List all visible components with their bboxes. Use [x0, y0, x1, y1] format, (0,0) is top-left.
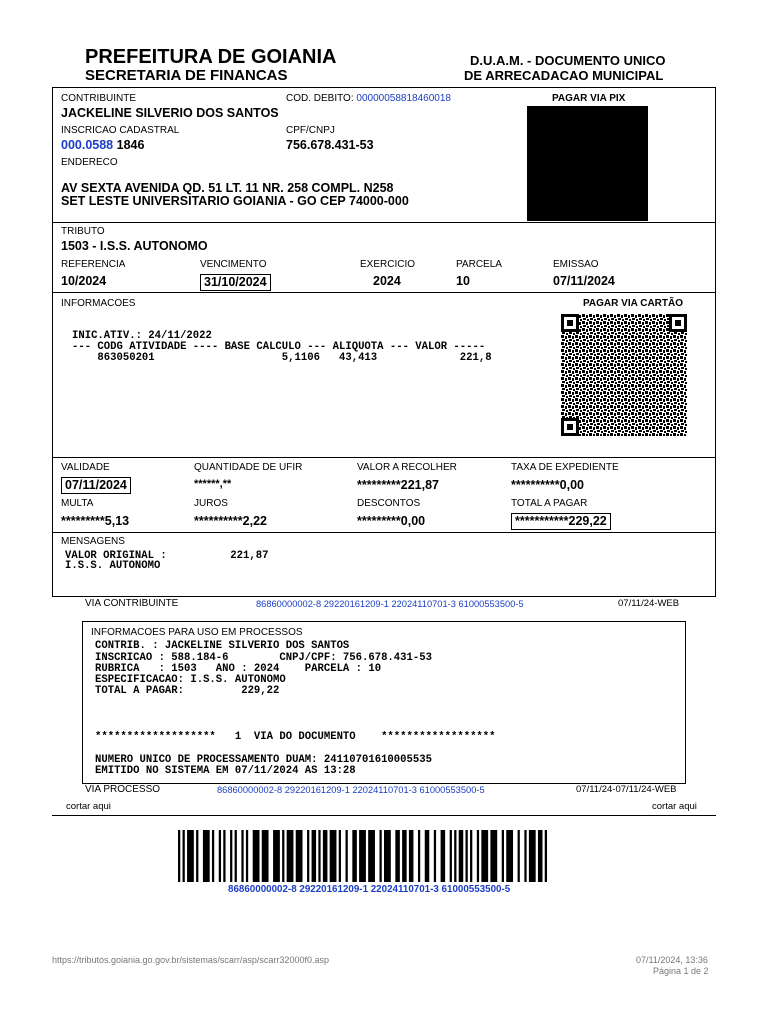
via-contribuinte-date: 07/11/24-WEB	[618, 598, 680, 609]
barcode-bar	[434, 830, 436, 882]
parcela-label: PARCELA	[456, 259, 502, 270]
barcode-bar	[384, 830, 391, 882]
cod-debito-caption: COD. DEBITO:	[286, 93, 354, 104]
barcode-bar	[330, 830, 337, 882]
total-label: TOTAL A PAGAR	[511, 498, 588, 509]
org-subtitle: SECRETARIA DE FINANCAS	[85, 67, 288, 84]
divider-tributo	[52, 222, 716, 223]
emissao-label: EMISSAO	[553, 259, 599, 270]
processo-emitido-line: EMITIDO NO SISTEMA EM 07/11/2024 AS 13:28	[95, 765, 356, 777]
barcode-bar	[287, 830, 294, 882]
barcode-bar	[282, 830, 284, 882]
cut-line	[52, 815, 716, 816]
footer-datetime: 07/11/2024, 13:36	[636, 955, 708, 965]
endereco-label: ENDERECO	[61, 157, 118, 168]
barcode-bar	[418, 830, 420, 882]
barcode-bar	[318, 830, 320, 882]
barcode-text: 86860000002-8 29220161209-1 22024110701-3 61000553500-5	[228, 884, 511, 895]
info-line-2: --- CODG ATIVIDADE ---- BASE CALCULO --- ALIQUOTA --- VALOR -----	[72, 341, 486, 353]
expediente-value: **********0,00	[511, 478, 584, 492]
barcode-bar	[352, 830, 357, 882]
via-processo-code: 86860000002-8 29220161209-1 22024110701-3 61000553500-5	[217, 785, 485, 795]
processo-line-3: RUBRICA : 1503 ANO : 2024 PARCELA : 10	[95, 663, 382, 675]
barcode-bar	[368, 830, 375, 882]
divider-informacoes	[52, 292, 716, 293]
endereco-line2: SET LESTE UNIVERSITARIO GOIANIA - GO CEP 74000-000	[61, 194, 409, 208]
barcode-bar	[196, 830, 198, 882]
multa-value: *********5,13	[61, 514, 130, 528]
processo-via-line: ******************* 1 VIA DO DOCUMENTO ******************	[95, 731, 496, 743]
processo-line-2: INSCRICAO : 588.184-6 CNPJ/CPF: 756.678.431-53	[95, 652, 432, 664]
pix-qr-code[interactable]	[527, 106, 648, 221]
endereco-line1: AV SEXTA AVENIDA QD. 51 LT. 11 NR. 258 COMPL. N258	[61, 181, 394, 195]
validade-label: VALIDADE	[61, 462, 110, 473]
multa-label: MULTA	[61, 498, 94, 509]
barcode-bar	[502, 830, 504, 882]
barcode-bar	[481, 830, 488, 882]
via-contribuinte-code: 86860000002-8 29220161209-1 22024110701-3 61000553500-5	[256, 599, 524, 609]
pix-label: PAGAR VIA PIX	[552, 93, 626, 104]
barcode-bar	[203, 830, 210, 882]
mensagem-line-1: VALOR ORIGINAL : 221,87	[65, 550, 269, 562]
expediente-label: TAXA DE EXPEDIENTE	[511, 462, 619, 473]
barcode-bar	[241, 830, 243, 882]
tributo-value: 1503 - I.S.S. AUTONOMO	[61, 239, 208, 253]
referencia-value: 10/2024	[61, 274, 107, 288]
barcode-bar	[459, 830, 464, 882]
doc-title-line1: D.U.A.M. - DOCUMENTO UNICO	[470, 53, 666, 68]
barcode-bar	[273, 830, 280, 882]
footer-url: https://tributos.goiania.go.gov.br/sistemas/scarr/asp/scarr32000f0.asp	[52, 955, 329, 965]
barcode-bar	[253, 830, 260, 882]
barcode-bar	[454, 830, 456, 882]
validade-value: 07/11/2024	[61, 477, 131, 494]
emissao-value: 07/11/2024	[553, 274, 615, 288]
barcode-bar	[470, 830, 472, 882]
processo-label: INFORMACOES PARA USO EM PROCESSOS	[91, 627, 303, 638]
cpf-label: CPF/CNPJ	[286, 125, 335, 136]
vencimento-value: 31/10/2024	[200, 274, 271, 291]
barcode-bar	[441, 830, 446, 882]
barcode-bar	[529, 830, 536, 882]
via-processo-date: 07/11/24-07/11/24-WEB	[576, 784, 677, 795]
total-value: ***********229,22	[511, 513, 611, 530]
mensagem-line-2: I.S.S. AUTONOMO	[65, 560, 161, 572]
cartao-qr-code[interactable]	[561, 314, 687, 436]
barcode-bar	[425, 830, 430, 882]
processo-line-4: ESPECIFICACAO: I.S.S. AUTONOMO	[95, 674, 286, 686]
barcode-bar	[379, 830, 381, 882]
barcode-bar	[339, 830, 341, 882]
barcode-bar	[323, 830, 328, 882]
barcode-bar	[518, 830, 520, 882]
parcela-value: 10	[456, 274, 470, 288]
mensagens-label: MENSAGENS	[61, 536, 125, 547]
barcode-bar	[506, 830, 513, 882]
juros-value: **********2,22	[194, 514, 267, 528]
barcode-bar	[246, 830, 248, 882]
barcode-bar	[307, 830, 309, 882]
cod-debito-value: 00000058818460018	[356, 93, 451, 104]
processo-line-1: CONTRIB. : JACKELINE SILVERIO DOS SANTOS	[95, 640, 350, 652]
divider-valores	[52, 457, 716, 458]
divider-mensagens	[52, 532, 716, 533]
barcode-bar	[312, 830, 317, 882]
cartao-label: PAGAR VIA CARTÃO	[583, 298, 683, 309]
barcode-bar	[219, 830, 221, 882]
barcode-bar	[409, 830, 414, 882]
vencimento-label: VENCIMENTO	[200, 259, 267, 270]
informacoes-label: INFORMACOES	[61, 298, 136, 309]
exercicio-label: EXERCICIO	[360, 259, 416, 270]
referencia-label: REFERENCIA	[61, 259, 126, 270]
org-title: PREFEITURA DE GOIANIA	[85, 46, 337, 68]
barcode-bar	[212, 830, 214, 882]
barcode-bar	[235, 830, 237, 882]
cut-label-right: cortar aqui	[652, 801, 697, 812]
via-contribuinte-label: VIA CONTRIBUINTE	[85, 598, 179, 609]
contribuinte-label: CONTRIBUINTE	[61, 93, 136, 104]
descontos-label: DESCONTOS	[357, 498, 421, 509]
barcode-bar	[466, 830, 468, 882]
cut-label-left: cortar aqui	[66, 801, 111, 812]
contribuinte-name: JACKELINE SILVERIO DOS SANTOS	[61, 106, 279, 120]
barcode-bar	[545, 830, 547, 882]
barcode-bar	[296, 830, 303, 882]
recolher-value: *********221,87	[357, 478, 440, 492]
exercicio-value: 2024	[373, 274, 401, 288]
barcode-bar	[346, 830, 348, 882]
info-line-3: 863050201 5,1106 43,413 221,8	[72, 352, 492, 364]
barcode-bar	[402, 830, 407, 882]
cpf-value: 756.678.431-53	[286, 138, 374, 152]
barcode-bar	[524, 830, 526, 882]
info-line-1: INIC.ATIV.: 24/11/2022	[72, 330, 212, 342]
inscricao-suffix: 1846	[116, 138, 145, 152]
barcode-bar	[183, 830, 185, 882]
cod-debito-label	[286, 93, 451, 105]
barcode-bar	[359, 830, 366, 882]
inscricao-label: INSCRICAO CADASTRAL	[61, 125, 180, 136]
tributo-label: TRIBUTO	[61, 226, 105, 237]
barcode-bar	[262, 830, 269, 882]
juros-label: JUROS	[194, 498, 228, 509]
ufir-value: ******,**	[194, 478, 232, 490]
recolher-label: VALOR A RECOLHER	[357, 462, 457, 473]
barcode-bar	[477, 830, 479, 882]
barcode-bar	[223, 830, 225, 882]
ufir-label: QUANTIDADE DE UFIR	[194, 462, 303, 473]
barcode-bar	[490, 830, 497, 882]
barcode-bar	[395, 830, 400, 882]
inscricao-value	[61, 138, 144, 153]
via-processo-label: VIA PROCESSO	[85, 784, 161, 795]
barcode-bar	[538, 830, 543, 882]
footer-page: Página 1 de 2	[653, 966, 709, 976]
barcode-bar	[450, 830, 452, 882]
doc-title-line2: DE ARRECADACAO MUNICIPAL	[464, 68, 664, 83]
processo-line-5: TOTAL A PAGAR: 229,22	[95, 685, 280, 697]
descontos-value: *********0,00	[357, 514, 426, 528]
barcode-bar	[178, 830, 180, 882]
inscricao-link[interactable]: 000.0588	[61, 138, 114, 152]
barcode-bar	[187, 830, 194, 882]
barcode	[178, 830, 547, 882]
barcode-bar	[230, 830, 232, 882]
processo-duam-line: NUMERO UNICO DE PROCESSAMENTO DUAM: 24110701610005535	[95, 754, 432, 766]
